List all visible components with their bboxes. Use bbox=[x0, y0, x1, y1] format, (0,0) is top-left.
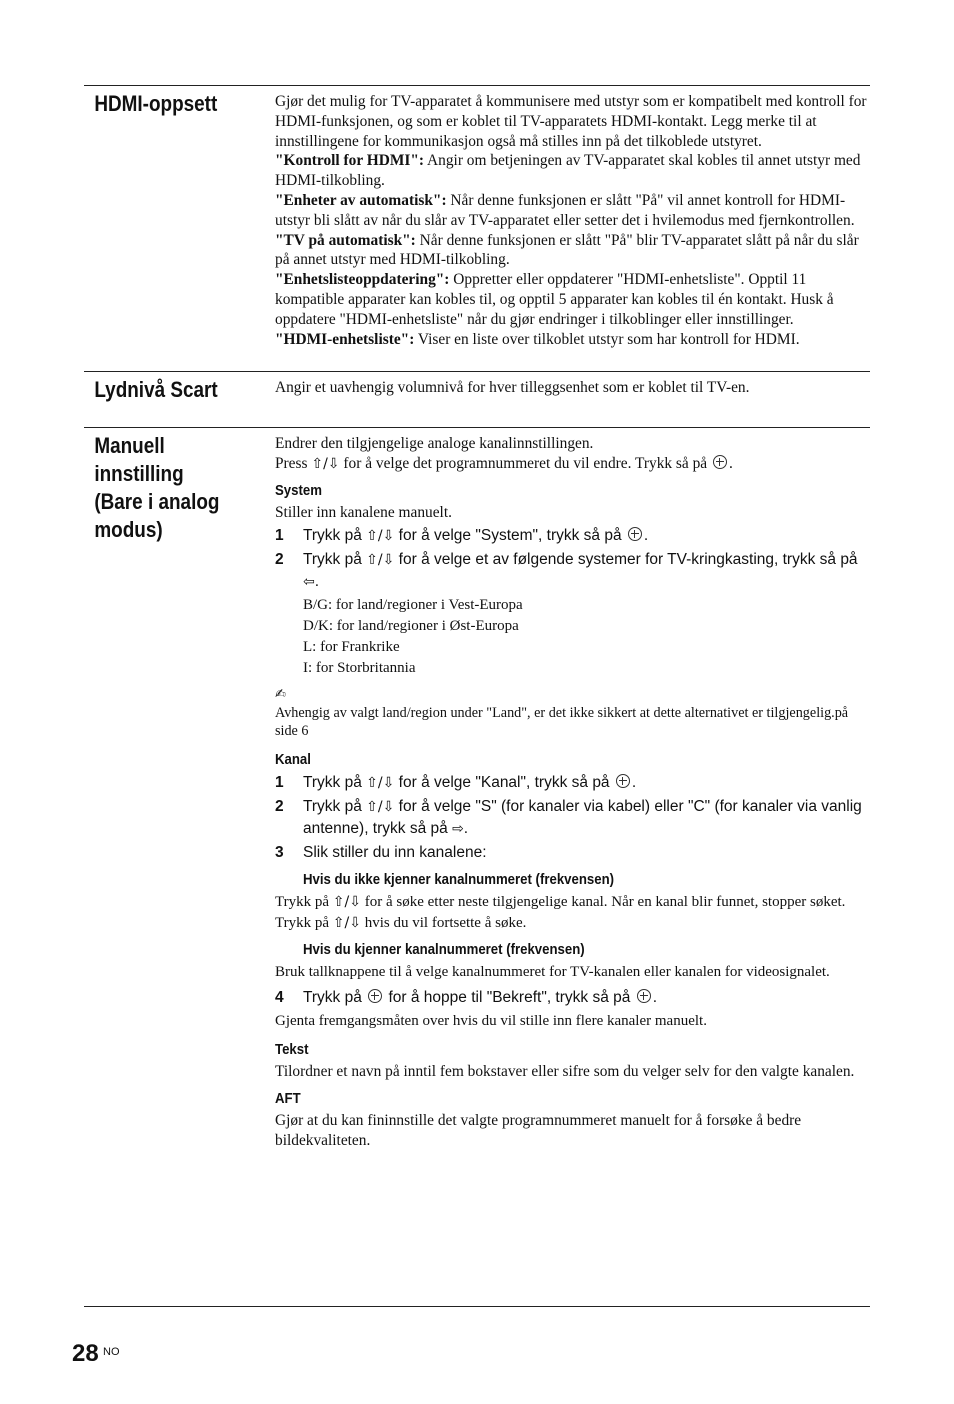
language-code: NO bbox=[103, 1346, 120, 1358]
up-down-arrow-icon: ⇧/⇩ bbox=[366, 799, 395, 816]
up-down-arrow-icon: ⇧/⇩ bbox=[366, 775, 395, 792]
manual-intro: Endrer den tilgjengelige analoge kanalinnstillingen. bbox=[275, 435, 594, 453]
kanal-step: 2 Trykk på ⇧/⇩ for å velge "S" (for kanaler via kabel) eller "C" (for kanaler via vanlig antenne), trykk så på ⇨. bbox=[275, 798, 862, 838]
aft-text: Gjør at du kan fininnstille det valgte programnummeret manuelt for å forsøke å bedre bildekvaliteten. bbox=[275, 1112, 802, 1149]
enter-button-icon bbox=[713, 455, 727, 469]
kanal-repeat: Gjenta fremgangsmåten over hvis du vil stille inn flere kanaler manuelt. bbox=[275, 1012, 707, 1029]
list-item: L: for Frankrike bbox=[303, 638, 400, 655]
kanal-step: 1 Trykk på ⇧/⇩ for å velge "Kanal", trykk så på . bbox=[275, 774, 637, 792]
up-down-arrow-icon: ⇧/⇩ bbox=[332, 914, 361, 931]
bottom-divider bbox=[84, 1306, 870, 1307]
enter-button-icon bbox=[637, 989, 651, 1003]
up-down-arrow-icon: ⇧/⇩ bbox=[332, 893, 361, 910]
up-down-arrow-icon: ⇧/⇩ bbox=[311, 456, 340, 473]
section-heading-manual: Manuell innstilling (Bare i analog modus) bbox=[94, 433, 220, 543]
known-channel-text: Bruk tallknappene til å velge kanalnummeret for TV-kanalen eller kanalen for videosignalet. bbox=[275, 963, 830, 980]
right-arrow-icon: ⇨ bbox=[452, 821, 464, 838]
up-down-arrow-icon: ⇧/⇩ bbox=[366, 527, 395, 544]
section-heading-scart: Lydnivå Scart bbox=[94, 377, 218, 403]
manual-page bbox=[84, 85, 870, 1151]
page-number: 28 bbox=[72, 1340, 99, 1367]
system-options bbox=[303, 595, 870, 679]
hdmi-item: "Kontroll for HDMI": Angir om betjeningen av TV-apparatet skal kobles til annet utstyr med HDMI-tilkobling. bbox=[275, 152, 861, 190]
subheading-unknown-channel: Hvis du ikke kjenner kanalnummeret (frekvensen) bbox=[303, 871, 615, 889]
hdmi-item: "TV på automatisk": Når denne funksjonen er slått "På" blir TV-apparatet slått på når du slår på annet utstyr med HDMI-tilkobling. bbox=[275, 231, 859, 269]
enter-button-icon bbox=[628, 527, 642, 541]
up-down-arrow-icon: ⇧/⇩ bbox=[366, 551, 395, 568]
enter-button-icon bbox=[368, 989, 382, 1003]
hdmi-item: "Enhetslisteoppdatering": Oppretter eller oppdaterer "HDMI-enhetsliste". Opptil 11 kompatible apparater kan kobles til, og opptil 5 apparater kan kobles til én kontakt. Husk å oppdatere "HDMI-enhetsliste" når du gjør endringer i tilkoblinger eller innstillinger. bbox=[275, 271, 834, 328]
list-item: I: for Storbritannia bbox=[303, 659, 416, 676]
subheading-known-channel: Hvis du kjenner kanalnummeret (frekvensen) bbox=[303, 940, 585, 958]
section-heading-hdmi: HDMI-oppsett bbox=[94, 91, 218, 116]
list-item: D/K: for land/regioner i Øst-Europa bbox=[303, 617, 519, 634]
unknown-channel-text: Trykk på ⇧/⇩ for å søke etter neste tilgjengelige kanal. Når en kanal blir funnet, stopper søket. Trykk på ⇧/⇩ hvis du vil fortsette å søke. bbox=[275, 893, 846, 931]
hdmi-item: "Enheter av automatisk": Når denne funksjonen er slått "På" vil annet kontroll for HDMI-utstyr bli slått av når du slår av TV-apparatet eller setter det i hvilemodus med fjernkontrollen. bbox=[275, 191, 855, 229]
manual-intro-press: Press ⇧/⇩ for å velge det programnummeret du vil endre. Trykk så på . bbox=[275, 455, 733, 473]
system-step: 1 Trykk på ⇧/⇩ for å velge "System", trykk så på . bbox=[275, 526, 649, 544]
system-desc: Stiller inn kanalene manuelt. bbox=[275, 503, 452, 521]
subheading-aft: AFT bbox=[275, 1090, 301, 1108]
enter-button-icon bbox=[616, 774, 630, 788]
tekst-text: Tilordner et navn på inntil fem bokstaver eller sifre som du velger selv for den valgte kanalen. bbox=[275, 1062, 855, 1080]
hdmi-intro: Gjør det mulig for TV-apparatet å kommunisere med utstyr som er kompatibelt med kontroll for HDMI-funksjonen, og som er koblet til TV-apparatets HDMI-kontakt. Legg merke til at innstillingene for kommunikasjon også må stilles inn på det tilkoblede utstyret. bbox=[275, 93, 867, 150]
left-arrow-icon: ⇦ bbox=[303, 573, 315, 590]
section-hdmi bbox=[84, 85, 870, 371]
section-scart bbox=[84, 371, 870, 427]
subheading-kanal: Kanal bbox=[275, 751, 311, 769]
subheading-tekst: Tekst bbox=[275, 1040, 309, 1058]
scart-text: Angir et uavhengig volumnivå for hver tilleggsenhet som er koblet til TV-en. bbox=[275, 379, 750, 397]
hdmi-item: "HDMI-enhetsliste": Viser en liste over tilkoblet utstyr som har kontroll for HDMI. bbox=[275, 330, 800, 348]
system-note: Avhengig av valgt land/region under "Land", er det ikke sikkert at dette alternativet er tilgjengelig.på side 6 bbox=[275, 705, 849, 740]
list-item: B/G: for land/regioner i Vest-Europa bbox=[303, 596, 523, 613]
note-pencil-icon: ✍ bbox=[275, 686, 286, 702]
system-step: 2 Trykk på ⇧/⇩ for å velge et av følgende systemer for TV-kringkasting, trykk så på ⇦. bbox=[275, 550, 858, 590]
kanal-step: 4 Trykk på for å hoppe til "Bekreft", trykk så på . bbox=[275, 988, 658, 1006]
kanal-step: 3 Slik stiller du inn kanalene: bbox=[275, 844, 487, 862]
subheading-system: System bbox=[275, 481, 322, 499]
section-manual bbox=[84, 427, 870, 1150]
